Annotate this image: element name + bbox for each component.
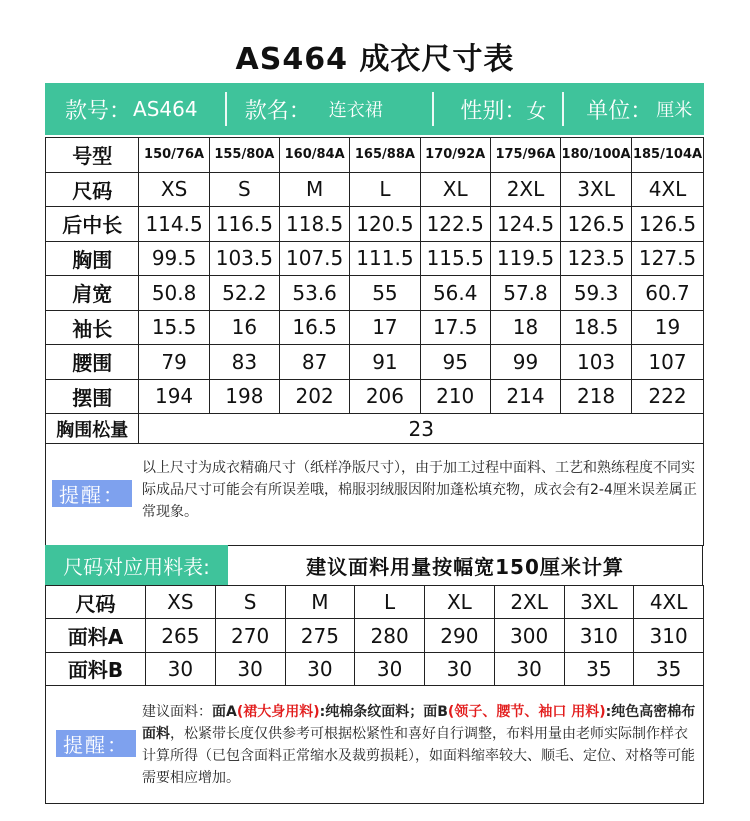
row-label: 号型 bbox=[46, 138, 139, 173]
size-cell: 103 bbox=[561, 345, 632, 380]
row-label: 尺码 bbox=[46, 172, 139, 207]
fabric-reminder-text bbox=[142, 701, 698, 789]
size-cell: 107.5 bbox=[280, 241, 350, 276]
gender bbox=[434, 83, 562, 135]
size-cell: XS bbox=[139, 172, 209, 207]
size-cell: 107 bbox=[632, 345, 704, 380]
size-cell: 123.5 bbox=[561, 241, 632, 276]
size-cell: 18 bbox=[490, 310, 560, 345]
row-label: 面料B bbox=[46, 652, 146, 685]
fabric-b-label: 面B bbox=[423, 704, 448, 720]
size-table bbox=[45, 137, 704, 444]
style-name-label: 款名： bbox=[244, 98, 311, 124]
size-cell: 127.5 bbox=[632, 241, 704, 276]
size-row bbox=[46, 207, 704, 242]
size-cell: M bbox=[280, 172, 350, 207]
fabric-a-label: 面A bbox=[212, 704, 237, 720]
size-cell: 124.5 bbox=[490, 207, 560, 242]
fabric-cell: 35 bbox=[634, 652, 704, 685]
row-label: 肩宽 bbox=[46, 276, 139, 311]
size-cell: 170/92A bbox=[420, 138, 490, 173]
size-cell: 55 bbox=[350, 276, 420, 311]
row-label: 面料A bbox=[46, 619, 146, 652]
size-cell: 114.5 bbox=[139, 207, 209, 242]
row-label: 腰围 bbox=[46, 345, 139, 380]
size-cell: 119.5 bbox=[490, 241, 560, 276]
size-cell: 57.8 bbox=[490, 276, 560, 311]
size-cell: 160/84A bbox=[280, 138, 350, 173]
size-cell: 165/88A bbox=[350, 138, 420, 173]
unit-value: 厘米 bbox=[656, 100, 693, 121]
size-cell: 15.5 bbox=[139, 310, 209, 345]
fabric-cell: 30 bbox=[355, 652, 425, 685]
fabric-band bbox=[45, 545, 704, 585]
size-cell: 210 bbox=[420, 379, 490, 414]
size-cell: 218 bbox=[561, 379, 632, 414]
size-cell: 175/96A bbox=[490, 138, 560, 173]
size-cell: 95 bbox=[420, 345, 490, 380]
fabric-a-usage: (裙大身用料) bbox=[236, 704, 320, 720]
size-cell: 118.5 bbox=[280, 207, 350, 242]
size-cell: XL bbox=[420, 172, 490, 207]
reminder-text: 以上尺寸为成衣精确尺寸（纸样净版尺寸），由于加工过程中面料、工艺和熟练程度不同实际成品尺寸可能会有所误差哦，棉服羽绒服因附加蓬松填充物，成衣会有2-4厘米误差属正常现象。 bbox=[142, 460, 697, 520]
size-cell: 120.5 bbox=[350, 207, 420, 242]
row-label: 尺码 bbox=[46, 586, 146, 619]
size-cell: 2XL bbox=[490, 172, 560, 207]
fabric-note-rest: ，松紧带长度仅供参考可根据松紧性和喜好自行调整，布料用量由老师实际制作样衣计算所得（已包含面料正常缩水及裁剪损耗），如面料缩率较大、顺毛、定位、对格等可能需要相应增加。 bbox=[142, 726, 695, 786]
fabric-band-note: 建议面料用量按幅宽150厘米计算 bbox=[228, 545, 703, 586]
size-cell: 18.5 bbox=[561, 310, 632, 345]
fabric-band-title: 尺码对应用料表: bbox=[45, 545, 228, 585]
size-cell: 56.4 bbox=[420, 276, 490, 311]
fabric-cell: 280 bbox=[355, 619, 425, 652]
style-number-value: AS464 bbox=[133, 97, 198, 121]
fabric-cell: 310 bbox=[634, 619, 704, 652]
size-cell: L bbox=[350, 172, 420, 207]
size-cell: 99.5 bbox=[139, 241, 209, 276]
size-cell: 19 bbox=[632, 310, 704, 345]
fabric-cell: 265 bbox=[146, 619, 216, 652]
fabric-cell: 30 bbox=[285, 652, 355, 685]
size-cell: 111.5 bbox=[350, 241, 420, 276]
size-cell: 4XL bbox=[632, 172, 704, 207]
gender-value: 女 bbox=[526, 98, 547, 123]
size-row bbox=[46, 172, 704, 207]
size-cell: 52.2 bbox=[209, 276, 279, 311]
fabric-cell: S bbox=[215, 586, 285, 619]
size-cell: S bbox=[209, 172, 279, 207]
size-row bbox=[46, 379, 704, 414]
fabric-row bbox=[46, 586, 704, 619]
reminder-badge: 提醒： bbox=[52, 480, 132, 507]
fabric-note-lead: 建议面料： bbox=[142, 704, 212, 720]
fabric-cell: XL bbox=[425, 586, 495, 619]
ease-value: 23 bbox=[139, 414, 704, 444]
size-cell: 16 bbox=[209, 310, 279, 345]
gender-label: 性别： bbox=[460, 98, 527, 124]
size-cell: 79 bbox=[139, 345, 209, 380]
size-cell: 122.5 bbox=[420, 207, 490, 242]
size-cell: 3XL bbox=[561, 172, 632, 207]
fabric-b-colon: : bbox=[605, 704, 612, 720]
size-cell: 87 bbox=[280, 345, 350, 380]
size-cell: 53.6 bbox=[280, 276, 350, 311]
size-cell: 60.7 bbox=[632, 276, 704, 311]
size-cell: 103.5 bbox=[209, 241, 279, 276]
style-name bbox=[227, 83, 433, 135]
size-cell: 198 bbox=[209, 379, 279, 414]
row-label: 胸围 bbox=[46, 241, 139, 276]
size-cell: 50.8 bbox=[139, 276, 209, 311]
size-row bbox=[46, 310, 704, 345]
ease-label: 胸围松量 bbox=[46, 414, 139, 444]
size-cell: 150/76A bbox=[139, 138, 209, 173]
fabric-cell: 3XL bbox=[564, 586, 634, 619]
fabric-cell: 30 bbox=[146, 652, 216, 685]
page-title: AS464 成衣尺寸表 bbox=[235, 42, 515, 77]
size-cell: 115.5 bbox=[420, 241, 490, 276]
fabric-cell: 270 bbox=[215, 619, 285, 652]
size-cell: 59.3 bbox=[561, 276, 632, 311]
size-cell: 17 bbox=[350, 310, 420, 345]
size-cell: 126.5 bbox=[561, 207, 632, 242]
unit-label: 单位： bbox=[586, 98, 653, 124]
reminder-box bbox=[45, 441, 704, 546]
size-cell: 16.5 bbox=[280, 310, 350, 345]
header-bar bbox=[45, 83, 704, 135]
style-number-label: 款号： bbox=[65, 98, 132, 124]
size-row bbox=[46, 241, 704, 276]
size-cell: 99 bbox=[490, 345, 560, 380]
fabric-cell: 300 bbox=[494, 619, 564, 652]
size-cell: 91 bbox=[350, 345, 420, 380]
fabric-cell: 275 bbox=[285, 619, 355, 652]
fabric-cell: 310 bbox=[564, 619, 634, 652]
fabric-cell: 30 bbox=[425, 652, 495, 685]
size-cell: 155/80A bbox=[209, 138, 279, 173]
size-cell: 17.5 bbox=[420, 310, 490, 345]
unit bbox=[564, 83, 704, 135]
size-cell: 126.5 bbox=[632, 207, 704, 242]
header-divider bbox=[225, 92, 227, 126]
header-divider bbox=[562, 92, 564, 126]
fabric-reminder-box bbox=[45, 686, 704, 804]
fabric-cell: M bbox=[285, 586, 355, 619]
size-row bbox=[46, 345, 704, 380]
fabric-a-material: :纯棉条纹面料； bbox=[319, 704, 424, 720]
size-cell: 222 bbox=[632, 379, 704, 414]
style-name-value: 连衣裙 bbox=[328, 100, 383, 121]
size-cell: 202 bbox=[280, 379, 350, 414]
fabric-row bbox=[46, 652, 704, 685]
style-number bbox=[45, 83, 225, 135]
header-divider bbox=[432, 92, 434, 126]
ease-row bbox=[46, 414, 704, 444]
fabric-b-material: 纯色高密棉布面料 bbox=[142, 704, 696, 742]
size-cell: 116.5 bbox=[209, 207, 279, 242]
size-cell: 180/100A bbox=[561, 138, 632, 173]
fabric-cell: 35 bbox=[564, 652, 634, 685]
fabric-cell: L bbox=[355, 586, 425, 619]
size-cell: 214 bbox=[490, 379, 560, 414]
row-label: 袖长 bbox=[46, 310, 139, 345]
row-label: 摆围 bbox=[46, 379, 139, 414]
size-cell: 185/104A bbox=[632, 138, 704, 173]
fabric-reminder-badge: 提醒： bbox=[56, 730, 136, 757]
size-cell: 206 bbox=[350, 379, 420, 414]
fabric-cell: 30 bbox=[215, 652, 285, 685]
fabric-cell: 30 bbox=[494, 652, 564, 685]
size-row bbox=[46, 138, 704, 173]
fabric-cell: XS bbox=[146, 586, 216, 619]
size-cell: 194 bbox=[139, 379, 209, 414]
size-cell: 83 bbox=[209, 345, 279, 380]
fabric-cell: 2XL bbox=[494, 586, 564, 619]
fabric-table bbox=[45, 585, 704, 686]
fabric-row bbox=[46, 619, 704, 652]
row-label: 后中长 bbox=[46, 207, 139, 242]
size-row bbox=[46, 276, 704, 311]
fabric-cell: 4XL bbox=[634, 586, 704, 619]
fabric-cell: 290 bbox=[425, 619, 495, 652]
fabric-b-usage: (领子、腰节、袖口 用料) bbox=[447, 704, 606, 720]
